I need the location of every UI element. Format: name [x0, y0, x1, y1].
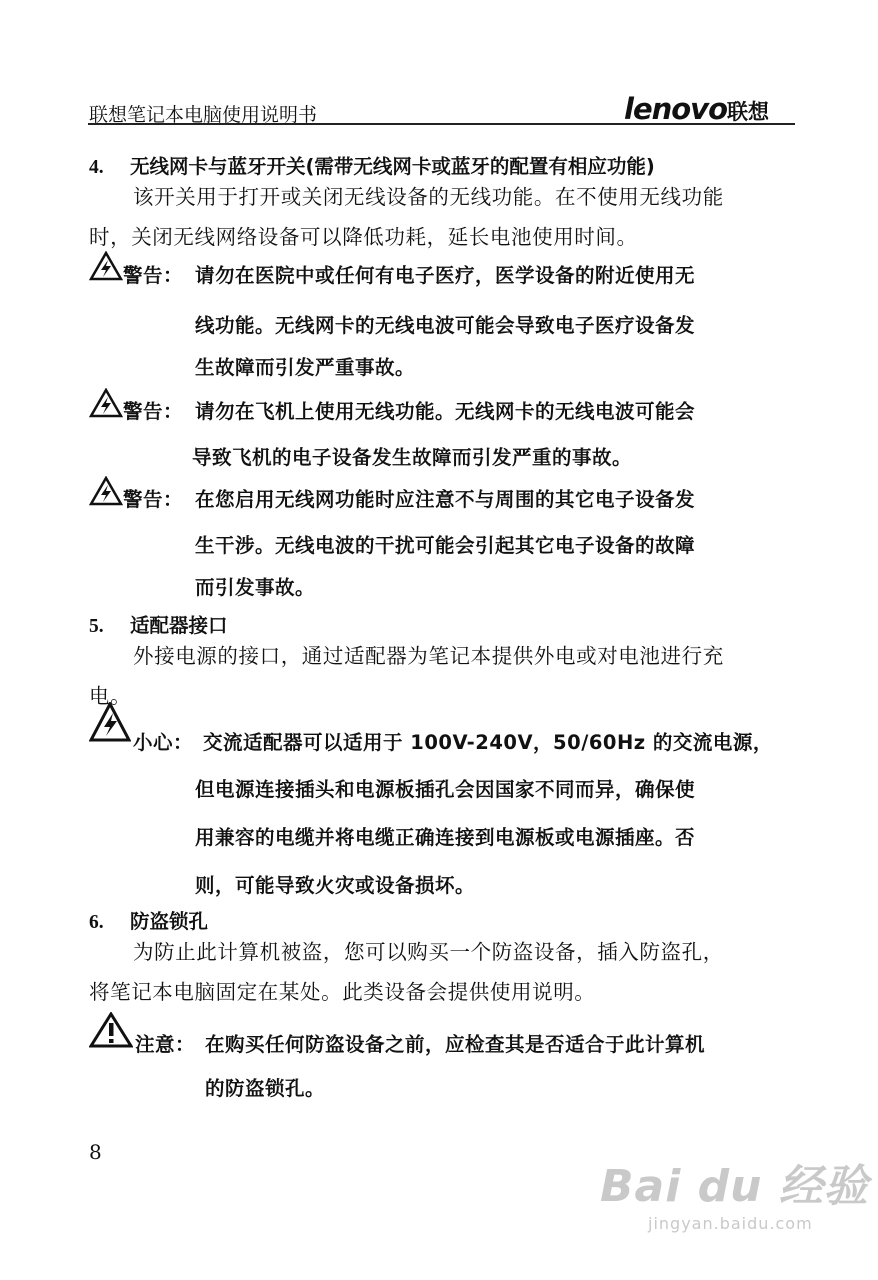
warning-line: 生故障而引发严重事故。: [195, 356, 416, 379]
caution-line: 用兼容的电缆并将电缆正确连接到电源板或电源插座。否: [195, 826, 696, 849]
watermark-brand: Bai du 经验: [600, 1161, 869, 1212]
attention-label: 注意：: [135, 1033, 196, 1056]
section-6-heading: [89, 906, 208, 934]
header-title: 联想笔记本电脑使用说明书: [89, 104, 318, 126]
page-number: 8: [89, 1140, 102, 1164]
header-rule: [88, 123, 795, 125]
warning-line: 导致飞机的电子设备发生故障而引发严重的事故。: [192, 446, 633, 469]
section-title: 适配器接口: [130, 614, 228, 637]
warning-triangle-icon: [89, 388, 123, 418]
logo-text-cn: 联想: [727, 100, 770, 124]
caution-line: 则，可能导致火灾或设备损坏。: [195, 874, 476, 897]
warning-line: 请勿在飞机上使用无线功能。无线网卡的无线电波可能会: [195, 400, 696, 423]
warning-line: 线功能。无线网卡的无线电波可能会导致电子医疗设备发: [195, 314, 696, 337]
section-5-paragraph: [89, 636, 789, 716]
paragraph-line: 为防止此计算机被盗，您可以购买一个防盗设备，插入防盗孔，: [133, 940, 724, 964]
caution-line: 但电源连接插头和电源板插孔会因国家不同而异，确保使: [195, 778, 696, 801]
lenovo-logo: [624, 92, 769, 126]
section-6-paragraph: [89, 932, 789, 1012]
caution-label: 小心：: [133, 731, 194, 754]
section-number: 6.: [89, 912, 104, 933]
paragraph-line: 该开关用于打开或关闭无线设备的无线功能。在不使用无线功能: [133, 185, 724, 209]
warning-line: 在您启用无线网功能时应注意不与周围的其它电子设备发: [195, 488, 696, 511]
section-4-paragraph: [89, 177, 789, 257]
paragraph-line: 电。: [89, 684, 132, 708]
attention-triangle-icon: [89, 1012, 133, 1048]
section-title: 防盗锁孔: [130, 910, 209, 933]
warning-line: 请勿在医院中或任何有电子医疗，医学设备的附近使用无: [195, 264, 696, 287]
attention-line: 在购买任何防盗设备之前，应检查其是否适合于此计算机: [205, 1033, 706, 1056]
section-title: 无线网卡与蓝牙开关(需带无线网卡或蓝牙的配置有相应功能): [130, 155, 655, 178]
section-number: 4.: [89, 157, 104, 178]
attention-line: 的防盗锁孔。: [205, 1077, 326, 1100]
caution-line: 交流适配器可以适用于 100V-240V，50/60Hz 的交流电源，: [203, 731, 773, 754]
warning-label: 警告：: [123, 264, 184, 287]
warning-label: 警告：: [123, 400, 184, 423]
logo-text-en: lenovo: [624, 92, 728, 126]
warning-triangle-icon: [89, 251, 123, 281]
warning-line: 而引发事故。: [195, 576, 316, 599]
section-5-heading: [89, 610, 228, 638]
warning-label: 警告：: [123, 488, 184, 511]
caution-triangle-icon: [89, 702, 131, 742]
baidu-watermark: [600, 1150, 869, 1233]
section-number: 5.: [89, 616, 104, 637]
warning-triangle-icon: [89, 476, 123, 506]
paragraph-line: 时，关闭无线网络设备可以降低功耗，延长电池使用时间。: [89, 225, 638, 249]
paragraph-line: 外接电源的接口，通过适配器为笔记本提供外电或对电池进行充: [133, 644, 724, 668]
warning-line: 生干涉。无线电波的干扰可能会引起其它电子设备的故障: [195, 534, 696, 557]
watermark-url: jingyan.baidu.com: [648, 1214, 813, 1233]
section-4-heading: [89, 151, 655, 179]
paragraph-line: 将笔记本电脑固定在某处。此类设备会提供使用说明。: [89, 980, 596, 1004]
